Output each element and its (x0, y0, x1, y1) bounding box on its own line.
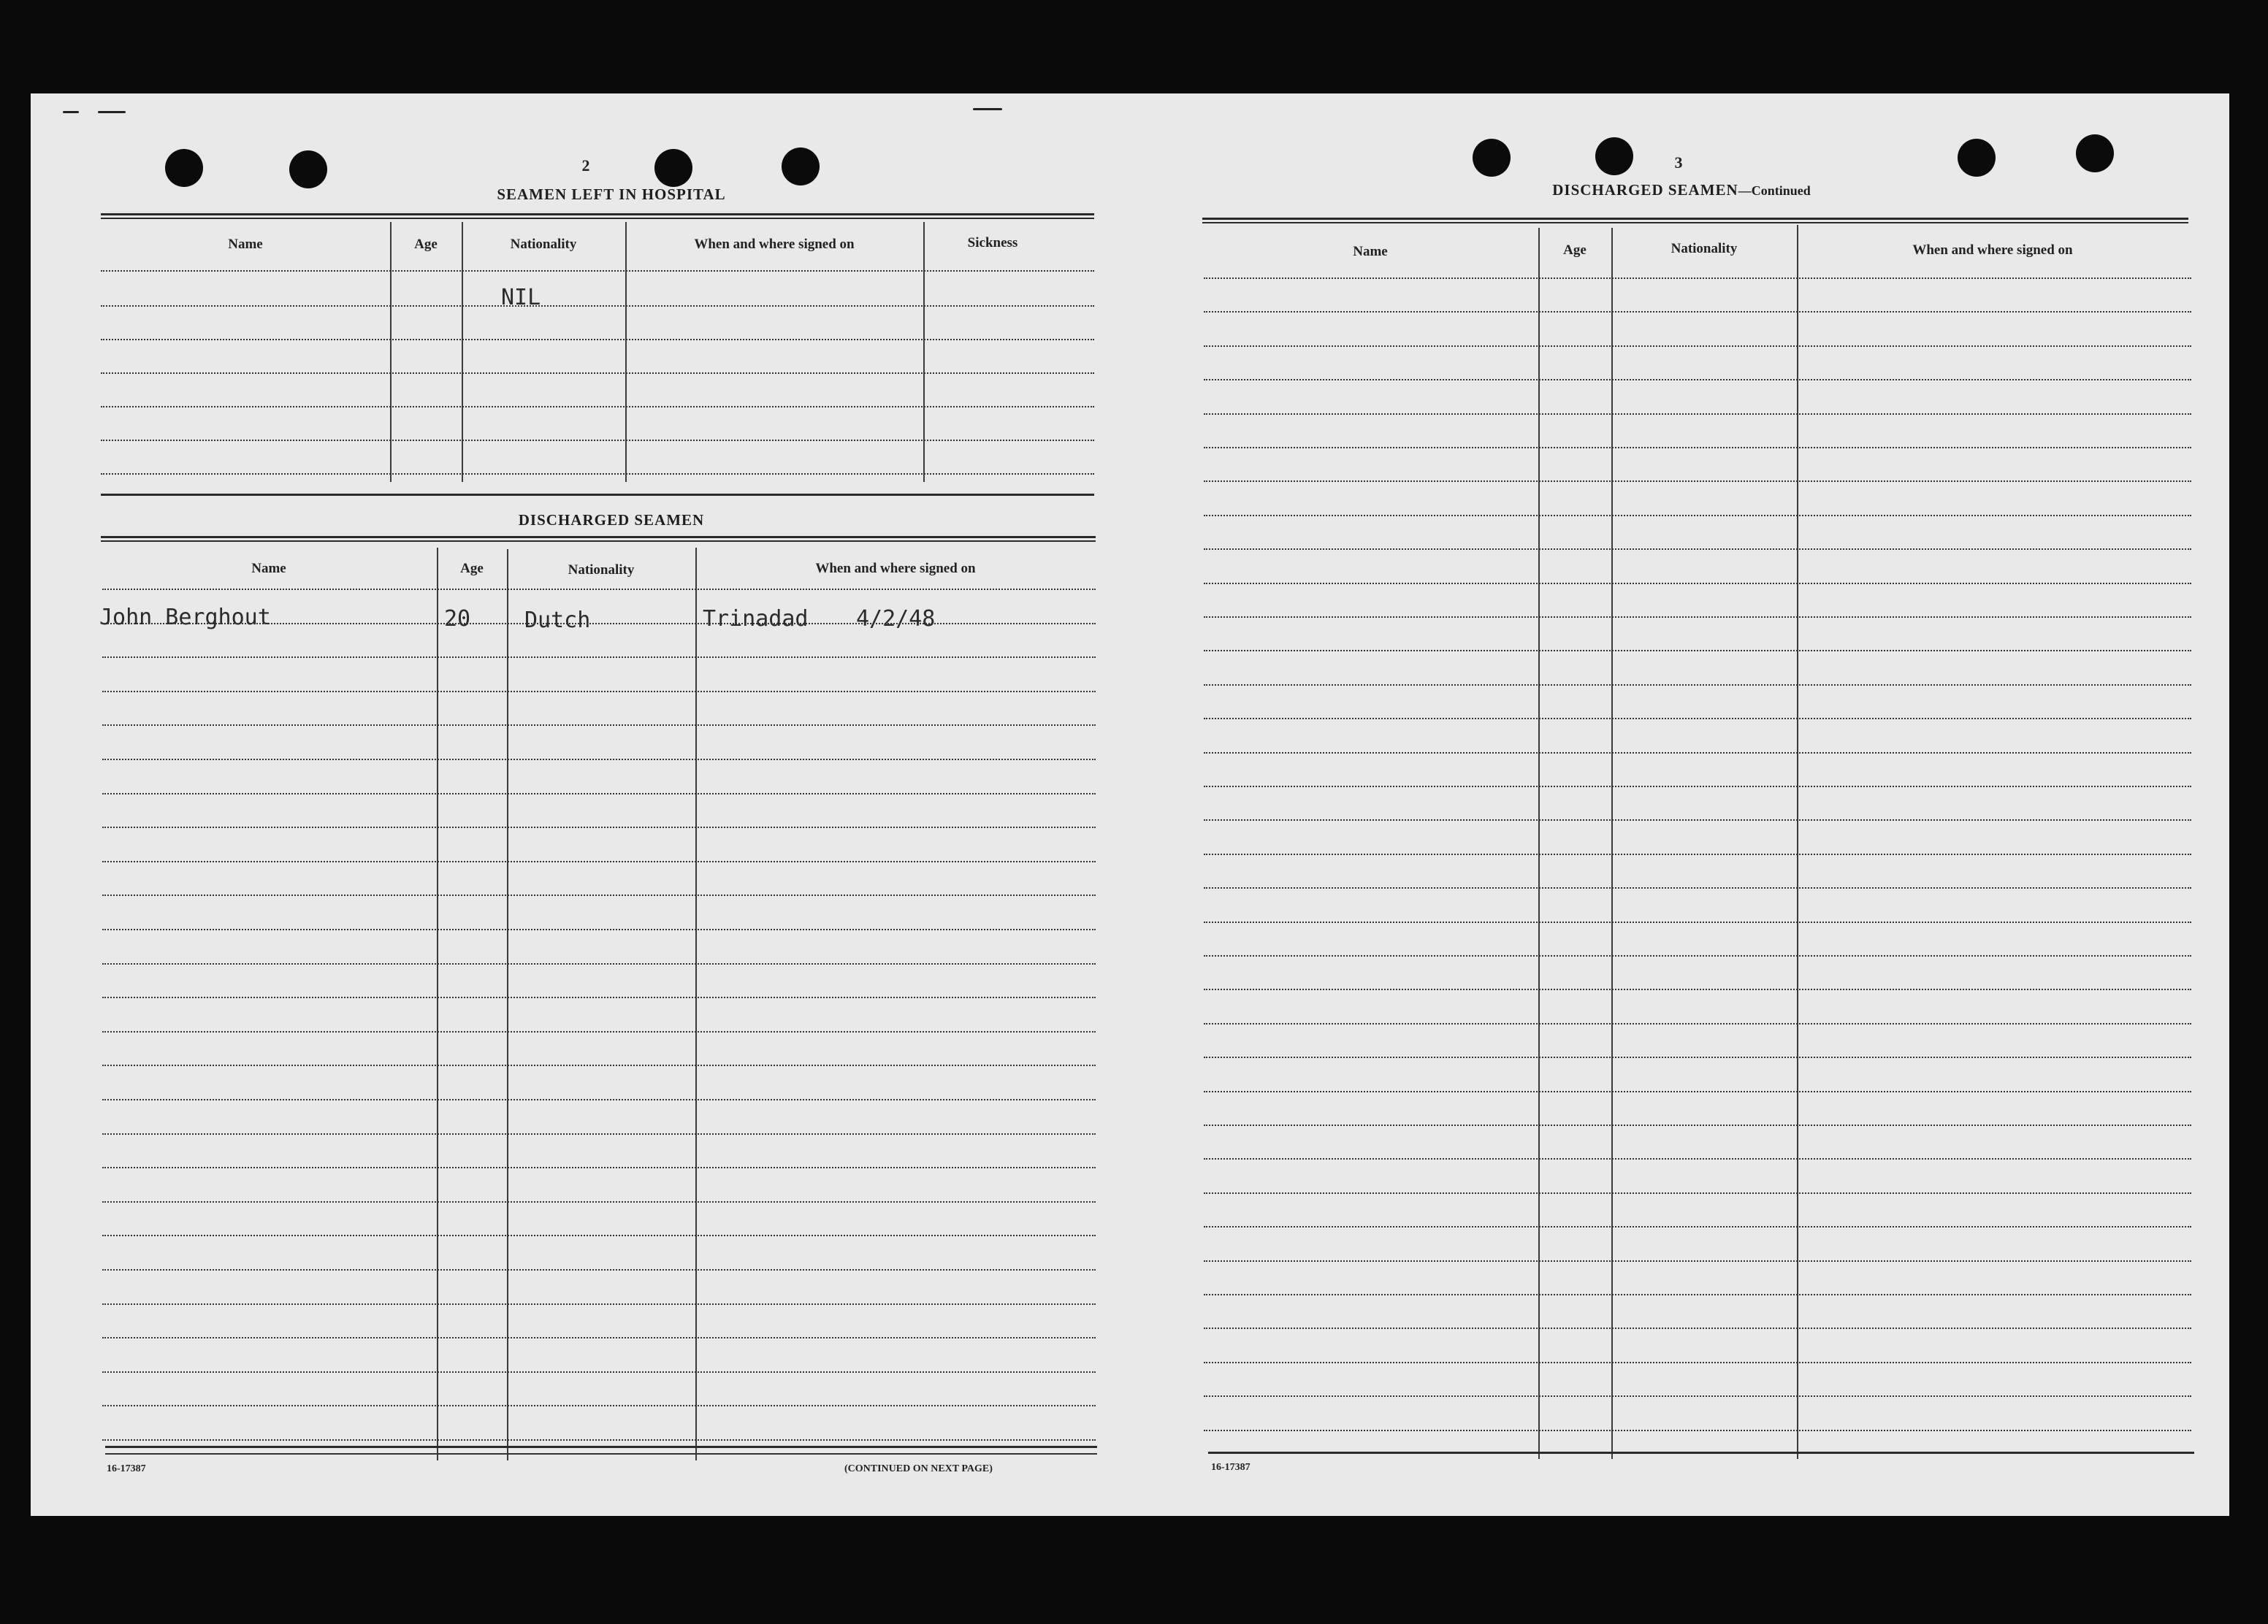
row-line (1204, 480, 2191, 482)
column-divider (695, 548, 697, 1460)
row-line (101, 406, 1094, 407)
hospital-entry-nil: NIL (501, 285, 541, 310)
column-header-signed-on: When and where signed on (694, 237, 855, 252)
column-header-age: Age (414, 237, 438, 252)
column-header-age: Age (1563, 242, 1587, 258)
punch-hole (654, 149, 692, 187)
continued-note: (CONTINUED ON NEXT PAGE) (844, 1463, 993, 1474)
paper-mark (973, 108, 1002, 110)
row-line (102, 963, 1096, 965)
row-line (1204, 752, 2191, 754)
table-top-rule (101, 536, 1096, 542)
table-top-rule (1202, 218, 2188, 223)
right-title-main: DISCHARGED SEAMEN (1552, 181, 1738, 199)
row-line (1204, 684, 2191, 686)
row-line (1204, 345, 2191, 347)
row-line (102, 623, 1096, 624)
form-number: 16-17387 (1211, 1462, 1251, 1473)
row-line (102, 1167, 1096, 1168)
table-bottom-rule (101, 494, 1094, 496)
row-line (1204, 447, 2191, 448)
row-line (102, 691, 1096, 692)
column-divider (1797, 225, 1798, 1459)
column-header-sickness: Sickness (967, 235, 1018, 250)
column-header-name: Name (1353, 244, 1388, 259)
discharged-name: John Berghout (99, 605, 271, 630)
row-line (101, 305, 1094, 307)
row-line (1204, 1328, 2191, 1329)
row-line (102, 1337, 1096, 1338)
right-section-title (1448, 181, 1915, 199)
row-line (1204, 1260, 2191, 1262)
row-line (102, 793, 1096, 794)
row-line (1204, 1158, 2191, 1160)
page-number: 3 (1674, 153, 1683, 172)
row-line (102, 997, 1096, 998)
paper-mark (63, 111, 79, 113)
row-line (1204, 515, 2191, 516)
page-number: 2 (581, 156, 590, 175)
row-line (102, 1031, 1096, 1033)
discharged-age: 20 (444, 606, 471, 632)
row-line (101, 440, 1094, 441)
row-line (102, 1371, 1096, 1373)
row-line (1204, 887, 2191, 889)
column-header-nationality: Nationality (1671, 241, 1738, 256)
row-line (102, 759, 1096, 760)
column-header-age: Age (460, 561, 484, 576)
column-header-name: Name (228, 237, 263, 252)
row-line (1204, 548, 2191, 550)
discharged-date: 4/2/48 (856, 606, 936, 632)
table-bottom-rule (1208, 1452, 2194, 1454)
row-line (102, 827, 1096, 828)
right-title-continued: —Continued (1738, 183, 1811, 198)
row-line (1204, 1192, 2191, 1194)
row-line (1204, 854, 2191, 855)
paper-mark (98, 111, 126, 113)
column-divider (437, 548, 438, 1460)
column-divider (462, 222, 463, 482)
row-line (1204, 583, 2191, 584)
row-line (1204, 1023, 2191, 1024)
row-line (1204, 1395, 2191, 1397)
row-line (102, 1405, 1096, 1406)
hospital-section-title: SEAMEN LEFT IN HOSPITAL (497, 185, 726, 203)
row-line (1204, 1226, 2191, 1227)
column-divider (507, 549, 508, 1460)
row-line (102, 895, 1096, 896)
row-line (102, 1235, 1096, 1236)
column-header-nationality: Nationality (568, 562, 635, 578)
form-number: 16-17387 (107, 1463, 146, 1474)
punch-hole (1595, 137, 1633, 175)
table-top-rule (101, 213, 1094, 219)
punch-hole (289, 150, 327, 188)
discharged-place: Trinadad (703, 606, 809, 632)
row-line (1204, 718, 2191, 719)
row-line (102, 1201, 1096, 1203)
row-line (102, 589, 1096, 590)
row-line (1204, 311, 2191, 313)
document-sheet (31, 93, 2229, 1516)
column-header-name: Name (251, 561, 286, 576)
row-line (1204, 1091, 2191, 1092)
row-line (1204, 413, 2191, 415)
punch-hole (1473, 139, 1511, 177)
column-header-signed-on: When and where signed on (815, 561, 976, 576)
punch-hole (2076, 134, 2114, 172)
row-line (1204, 650, 2191, 651)
punch-hole (165, 149, 203, 187)
row-line (1204, 1430, 2191, 1431)
column-header-nationality: Nationality (510, 237, 577, 252)
row-line (102, 929, 1096, 930)
row-line (101, 372, 1094, 374)
row-line (1204, 379, 2191, 380)
row-line (1204, 616, 2191, 618)
row-line (1204, 1125, 2191, 1126)
row-line (102, 1133, 1096, 1135)
table-bottom-rule (105, 1446, 1097, 1448)
column-divider (390, 222, 392, 482)
discharged-section-title: DISCHARGED SEAMEN (518, 511, 705, 529)
row-line (1204, 1362, 2191, 1363)
row-line (1204, 819, 2191, 821)
punch-hole (782, 148, 820, 185)
column-divider (923, 222, 925, 482)
row-line (105, 1453, 1097, 1455)
row-line (102, 1269, 1096, 1271)
row-line (102, 656, 1096, 658)
row-line (102, 1303, 1096, 1305)
row-line (102, 724, 1096, 726)
row-line (1204, 955, 2191, 957)
row-line (102, 1065, 1096, 1066)
row-line (1204, 989, 2191, 990)
column-divider (625, 222, 627, 482)
row-line (1204, 277, 2191, 279)
row-line (102, 861, 1096, 862)
row-line (1204, 786, 2191, 787)
row-line (1204, 1294, 2191, 1295)
row-line (102, 1439, 1096, 1441)
header-underline (101, 270, 1094, 272)
row-line (102, 1099, 1096, 1100)
row-line (101, 473, 1094, 475)
punch-hole (1958, 139, 1996, 177)
row-line (1204, 1057, 2191, 1058)
row-line (1204, 922, 2191, 923)
discharged-nationality: Dutch (524, 608, 591, 633)
row-line (101, 339, 1094, 340)
column-header-signed-on: When and where signed on (1912, 242, 2073, 258)
